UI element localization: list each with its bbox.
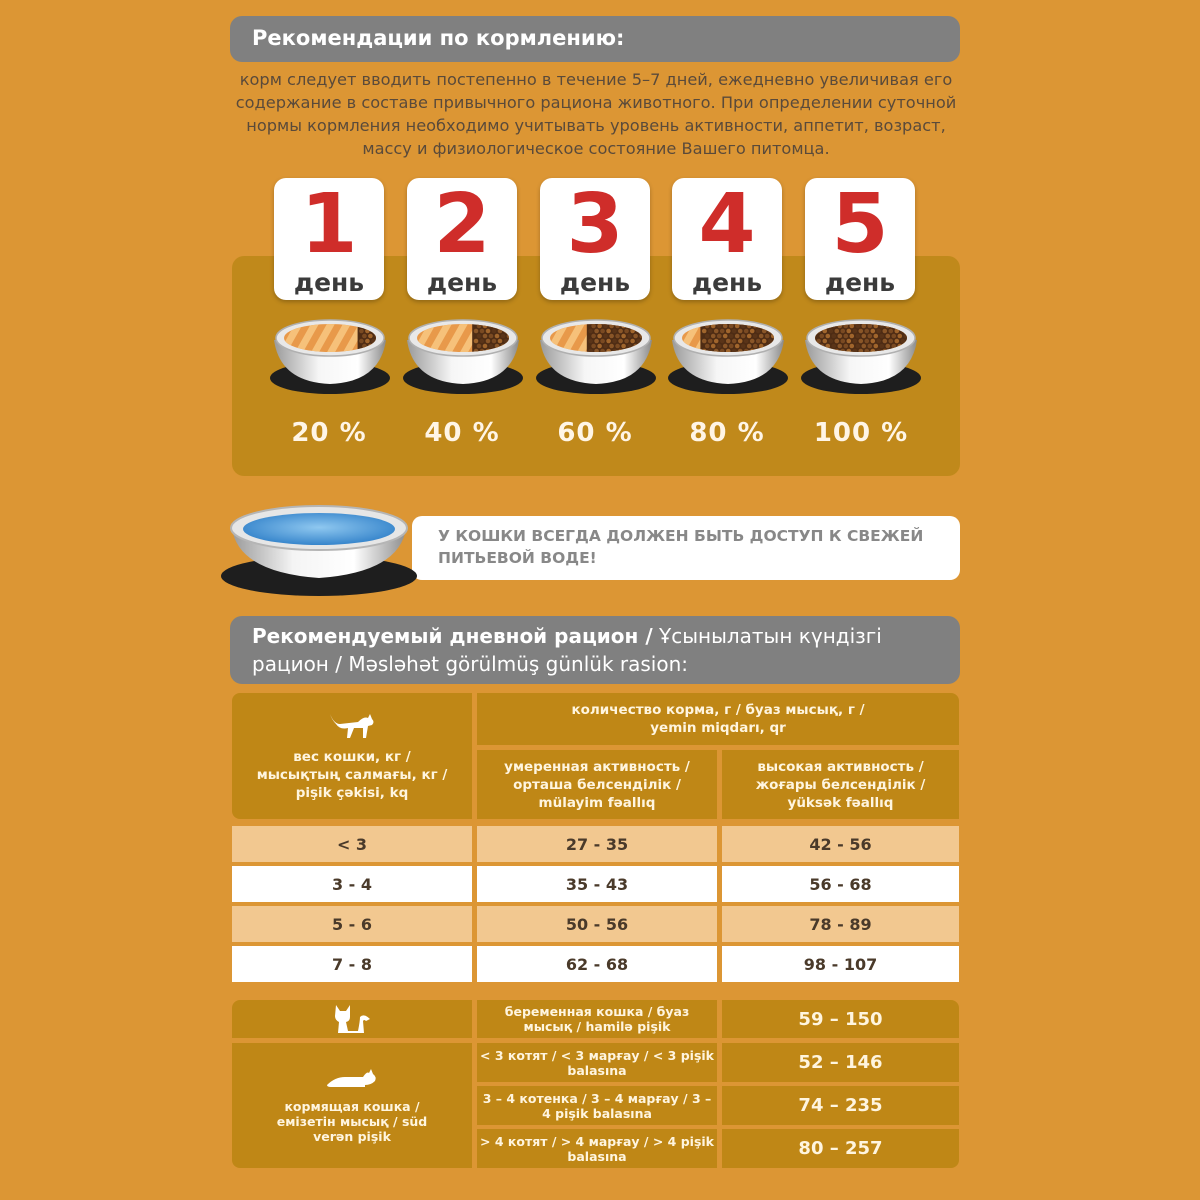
table-cell-high: 78 - 89 xyxy=(722,906,959,942)
moderate-header-cell xyxy=(477,750,717,819)
day-label: день xyxy=(559,268,631,297)
table-cell-weight: 5 - 6 xyxy=(232,906,472,942)
lying-cat-icon xyxy=(325,1067,379,1089)
table-cell-weight: < 3 xyxy=(232,826,472,862)
table-cell-weight: 3 - 4 xyxy=(232,866,472,902)
day-label: день xyxy=(426,268,498,297)
percent-label: 40 % xyxy=(424,418,500,448)
food-bowl-icon xyxy=(268,308,392,398)
percent-label: 60 % xyxy=(557,418,633,448)
water-bowl-icon xyxy=(218,498,420,598)
day-card-2 xyxy=(407,178,517,300)
table-cell-high: 98 - 107 xyxy=(722,946,959,982)
food-bowl-icon xyxy=(534,308,658,398)
amount-header-cell xyxy=(477,693,959,745)
nursing-row-value: 80 – 257 xyxy=(722,1129,959,1168)
pregnant-label: беременная кошка / буаз мысық / hamilə pişik xyxy=(504,1004,690,1034)
day-number: 2 xyxy=(433,177,491,272)
day-card-5 xyxy=(805,178,915,300)
percent-label: 80 % xyxy=(689,418,765,448)
pregnant-label-cell xyxy=(477,1000,717,1038)
day-card-1 xyxy=(274,178,384,300)
walking-cat-icon xyxy=(328,710,376,740)
nursing-row-value: 52 – 146 xyxy=(722,1043,959,1082)
day-number: 5 xyxy=(831,177,889,272)
high-header-text: высокая активность / жоғары белсенділік / yüksək fəallıq xyxy=(755,758,926,811)
table-cell-moderate: 27 - 35 xyxy=(477,826,717,862)
header-title: Рекомендации по кормлению: xyxy=(252,26,625,50)
moderate-header-text: умеренная активность / орташа белсенділік / mülayim fəallıq xyxy=(504,758,690,811)
percent-label: 20 % xyxy=(291,418,367,448)
table-cell-moderate: 35 - 43 xyxy=(477,866,717,902)
day-label: день xyxy=(293,268,365,297)
day-card-3 xyxy=(540,178,650,300)
water-note xyxy=(412,516,960,580)
amount-header-text: количество корма, г / буаз мысық, г / yemin miqdarı, qr xyxy=(571,702,865,736)
day-label: день xyxy=(691,268,763,297)
day-number: 1 xyxy=(300,177,358,272)
food-bowl-icon xyxy=(401,308,525,398)
intro-text: корм следует вводить постепенно в течение 5–7 дней, ежедневно увеличивая его содержание в составе привычного рациона животного. При определении суточной нормы кормления необходимо учитывать уровень активности, аппетит, возраст, массу и физиологическое состояние Вашего питомца. xyxy=(235,70,957,158)
water-note-text: У КОШКИ ВСЕГДА ДОЛЖЕН БЫТЬ ДОСТУП К СВЕЖЕЙ ПИТЬЕВОЙ ВОДЕ! xyxy=(438,527,924,567)
table-cell-high: 56 - 68 xyxy=(722,866,959,902)
table-cell-weight: 7 - 8 xyxy=(232,946,472,982)
weight-header-text: вес кошки, кг / мысықтың салмағы, кг / pişik çəkisi, kq xyxy=(256,749,448,801)
percent-label: 100 % xyxy=(813,418,909,448)
header-title-rest: Ұсынылатын күндізгі рацион / Məsləhət görülmüş günlük rasion: xyxy=(252,624,882,676)
nursing-row-label: < 3 котят / < 3 марғау / < 3 pişik balasına xyxy=(477,1043,717,1082)
day-label: день xyxy=(824,268,896,297)
day-number: 3 xyxy=(566,177,624,272)
food-bowl-icon xyxy=(799,308,923,398)
high-header-cell xyxy=(722,750,959,819)
feeding-recommendations-header xyxy=(230,16,960,62)
table-cell-moderate: 50 - 56 xyxy=(477,906,717,942)
nursing-row-value: 74 – 235 xyxy=(722,1086,959,1125)
nursing-label: кормящая кошка / емізетін мысық / süd verən pişik xyxy=(276,1099,428,1144)
sitting-cat-icon xyxy=(330,1003,374,1035)
nursing-label-cell xyxy=(232,1043,472,1168)
table-cell-moderate: 62 - 68 xyxy=(477,946,717,982)
day-number: 4 xyxy=(698,177,756,272)
table-cell-high: 42 - 56 xyxy=(722,826,959,862)
day-card-4 xyxy=(672,178,782,300)
weight-header-cell xyxy=(232,693,472,819)
pregnant-icon-cell xyxy=(232,1000,472,1038)
nursing-row-label: 3 – 4 котенка / 3 – 4 марғау / 3 – 4 pişik balasına xyxy=(477,1086,717,1125)
food-bowl-icon xyxy=(666,308,790,398)
pregnant-value: 59 – 150 xyxy=(722,1000,959,1038)
header-title-bold: Рекомендуемый дневной рацион / xyxy=(252,624,653,648)
daily-ration-header xyxy=(230,616,960,684)
nursing-row-label: > 4 котят / > 4 марғау / > 4 pişik balasına xyxy=(477,1129,717,1168)
